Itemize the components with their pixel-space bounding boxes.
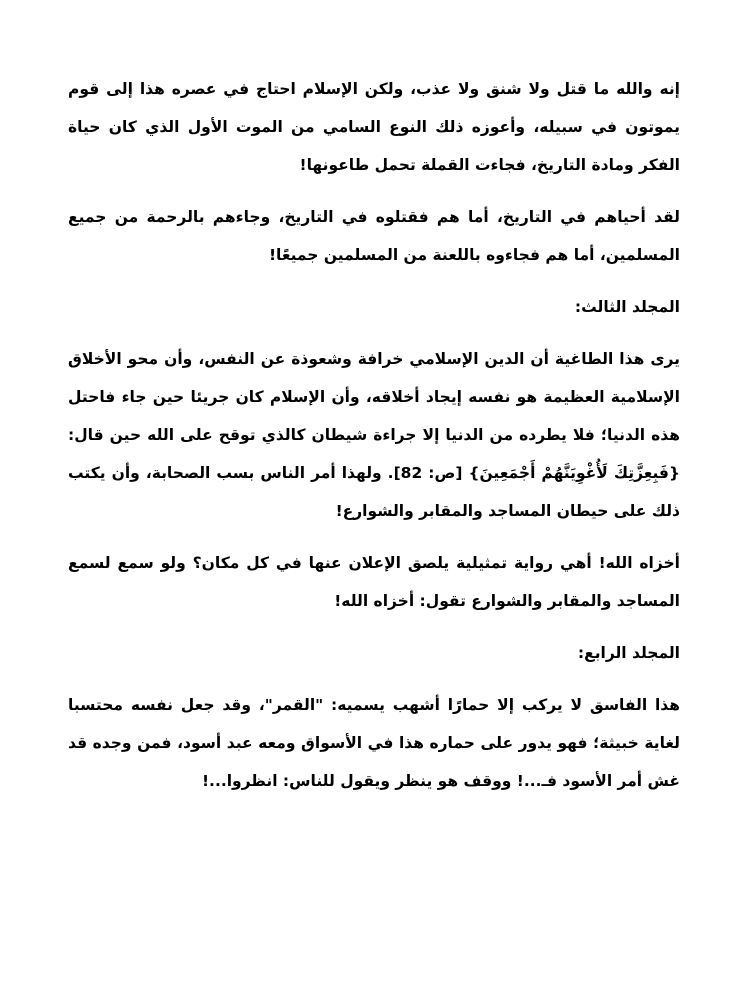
- paragraph-1: إنه والله ما قتل ولا شنق ولا عذب، ولكن الإسلام احتاج في عصره هذا إلى قوم يموتون في سبيله، وأعوزه ذلك النوع السامي من الموت الأول الذي كان حياة الفكر ومادة التاريخ، فجاءت القملة تحمل طاعونها!: [68, 80, 680, 174]
- section-heading-volume-4: المجلد الرابع:: [577, 644, 680, 662]
- section-heading-volume-3: المجلد الثالث:: [574, 298, 680, 316]
- paragraph-3: يرى هذا الطاغية أن الدين الإسلامي خرافة وشعوذة عن النفس، وأن محو الأخلاق الإسلامية العظيمة هو نفسه إيجاد أخلاقه، وأن الإسلام كان جريئا حين جاء فاحتل هذه الدنيا؛ فلا يطرده من الدنيا إلا جراءة شيطان كالذي توقح على الله حين قال: {فَبِعِزَّتِكَ لَأُغْوِيَنَّهُمْ أَجْمَعِينَ} [ص: 82]. ولهذا أمر الناس بسب الصحابة، وأن يكتب ذلك على حيطان المساجد والمقابر والشوارع!: [68, 350, 680, 520]
- paragraph-4: أخزاه الله! أهي رواية تمثيلية يلصق الإعلان عنها في كل مكان؟ ولو سمع لسمع المساجد والمقابر والشوارع تقول: أخزاه الله!: [68, 554, 680, 610]
- document-page: [68, 70, 680, 814]
- paragraph-2: لقد أحياهم في التاريخ، أما هم فقتلوه في التاريخ، وجاءهم بالرحمة من جميع المسلمين، أما هم فجاءوه باللعنة من المسلمين جميعًا!: [68, 208, 680, 264]
- paragraph-5: هذا الفاسق لا يركب إلا حمارًا أشهب يسميه: "القمر"، وقد جعل نفسه محتسبا لغاية خبيثة؛ فهو يدور على حماره هذا في الأسواق ومعه عبد أسود، فمن وجده قد غش أمر الأسود فـ...! ووقف هو ينظر ويقول للناس: انظروا...!: [68, 696, 680, 790]
